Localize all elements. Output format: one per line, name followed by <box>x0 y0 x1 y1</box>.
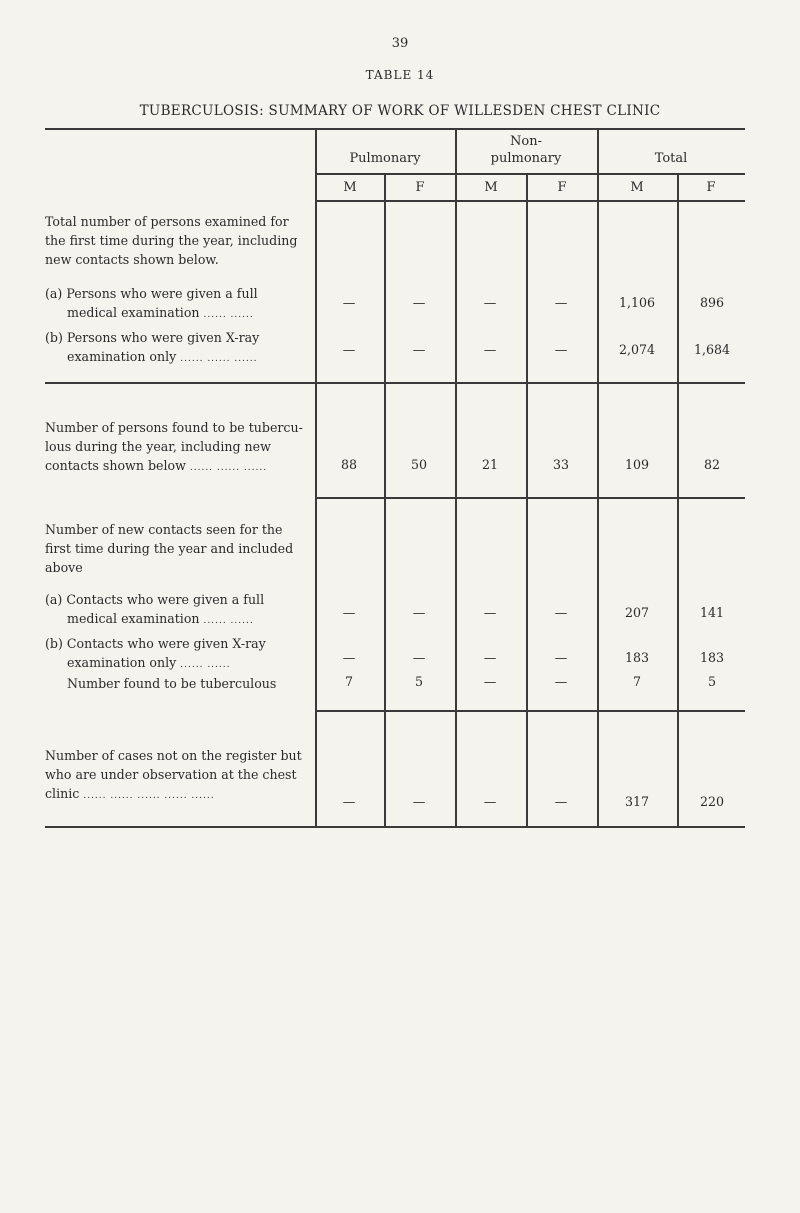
header-non-pulmonary <box>455 133 597 167</box>
sub-header-rule <box>315 200 745 202</box>
leader-dots: ...... ...... <box>180 660 231 670</box>
cell: — <box>483 674 497 689</box>
cell: — <box>554 674 568 689</box>
cell: — <box>342 794 356 809</box>
cell: — <box>412 342 426 357</box>
label-line: new contacts shown below. <box>45 252 219 267</box>
cell: — <box>554 794 568 809</box>
label-text: medical examination <box>67 305 200 320</box>
label-line: above <box>45 560 83 575</box>
label-line: (b) Persons who were given X-ray <box>45 330 260 345</box>
cell: 183 <box>624 650 650 665</box>
table-title: TUBERCULOSIS: SUMMARY OF WORK OF WILLESDEN CHEST CLINIC <box>139 103 661 119</box>
label-line: first time during the year and included <box>45 541 294 556</box>
leader-dots: ...... ...... <box>203 616 254 626</box>
cell: 5 <box>707 674 716 689</box>
header-non-pulmonary-line-2: pulmonary <box>490 151 562 166</box>
row-label-examined-full <box>45 284 305 325</box>
sub-header-f: F <box>557 180 567 195</box>
column-rule <box>677 173 679 826</box>
label-line-indent <box>45 653 305 675</box>
label-line: (a) Contacts who were given a full <box>45 592 265 607</box>
column-rule <box>384 173 386 826</box>
label-line: Number of cases not on the register but <box>45 748 302 763</box>
label-line-indent: Number found to be tuberculous <box>67 676 277 691</box>
label-text: examination only <box>67 655 177 670</box>
cell: 7 <box>344 674 353 689</box>
leader-dots: ...... ...... ...... <box>180 354 258 364</box>
cell: — <box>412 650 426 665</box>
cell: 82 <box>703 457 721 472</box>
row-label-under-observation <box>45 746 305 806</box>
column-rule <box>526 173 528 826</box>
cell: 183 <box>699 650 725 665</box>
cell: — <box>483 295 497 310</box>
label-line: lous during the year, including new <box>45 439 271 454</box>
cell: 5 <box>414 674 423 689</box>
cell: — <box>554 295 568 310</box>
label-line: (b) Contacts who were given X-ray <box>45 636 266 651</box>
cell: — <box>483 794 497 809</box>
label-line: (a) Persons who were given a full <box>45 286 258 301</box>
leader-dots: ...... ...... ...... ...... ...... <box>83 791 215 801</box>
sub-header-m: M <box>484 180 498 195</box>
label-text: medical examination <box>67 611 200 626</box>
label-line: the first time during the year, including <box>45 233 298 248</box>
cell: 1,684 <box>693 342 731 357</box>
cell: 21 <box>481 457 499 472</box>
sub-header-m: M <box>343 180 357 195</box>
row-label-examined-xray <box>45 328 305 369</box>
label-text: contacts shown below <box>45 458 186 473</box>
group-header-rule <box>315 173 745 175</box>
cell: — <box>483 650 497 665</box>
section-rule-1 <box>45 382 745 384</box>
cell: 7 <box>632 674 641 689</box>
cell: — <box>554 650 568 665</box>
row-label-total-examined <box>45 212 305 269</box>
cell: — <box>483 342 497 357</box>
header-pulmonary: Pulmonary <box>349 151 421 166</box>
cell: — <box>412 605 426 620</box>
label-text: clinic <box>45 786 80 801</box>
column-rule <box>597 130 599 826</box>
sub-header-m: M <box>630 180 644 195</box>
cell: — <box>412 295 426 310</box>
cell: 109 <box>624 457 650 472</box>
cell: — <box>483 605 497 620</box>
row-label-contacts-tuberculous <box>45 674 305 693</box>
top-rule <box>45 128 745 130</box>
header-total: Total <box>654 151 688 166</box>
leader-dots: ...... ...... <box>203 310 254 320</box>
cell: 896 <box>699 295 725 310</box>
cell: 317 <box>624 794 650 809</box>
cell: 50 <box>410 457 428 472</box>
cell: 2,074 <box>618 342 656 357</box>
cell: — <box>342 650 356 665</box>
row-label-new-contacts <box>45 520 305 577</box>
cell: 141 <box>699 605 725 620</box>
cell: — <box>412 794 426 809</box>
cell: — <box>342 295 356 310</box>
header-non-pulmonary-line-1: Non- <box>510 134 542 149</box>
page-number: 39 <box>391 36 409 51</box>
cell: 1,106 <box>618 295 656 310</box>
cell: — <box>554 605 568 620</box>
table-number: TABLE 14 <box>365 68 435 82</box>
sub-header-f: F <box>706 180 716 195</box>
row-label-contacts-xray <box>45 634 305 675</box>
section-rule-3 <box>315 710 745 712</box>
cell: 207 <box>624 605 650 620</box>
section-rule-2 <box>315 497 745 499</box>
label-line-indent <box>45 609 305 631</box>
label-line: Number of persons found to be tubercu- <box>45 420 303 435</box>
leader-dots: ...... ...... ...... <box>189 463 268 473</box>
cell: — <box>554 342 568 357</box>
column-rule <box>455 130 457 826</box>
column-rule <box>315 130 317 826</box>
bottom-rule <box>45 826 745 828</box>
sub-header-f: F <box>415 180 425 195</box>
label-text: examination only <box>67 349 177 364</box>
cell: — <box>342 605 356 620</box>
label-line: who are under observation at the chest <box>45 767 297 782</box>
label-line-indent <box>45 303 305 325</box>
row-label-contacts-full <box>45 590 305 631</box>
row-label-found-tuberculous <box>45 418 305 478</box>
label-line-indent <box>45 347 305 369</box>
label-line: Number of new contacts seen for the <box>45 522 283 537</box>
cell: 88 <box>340 457 358 472</box>
cell: — <box>342 342 356 357</box>
label-line: Total number of persons examined for <box>45 214 289 229</box>
cell: 220 <box>699 794 725 809</box>
cell: 33 <box>552 457 570 472</box>
